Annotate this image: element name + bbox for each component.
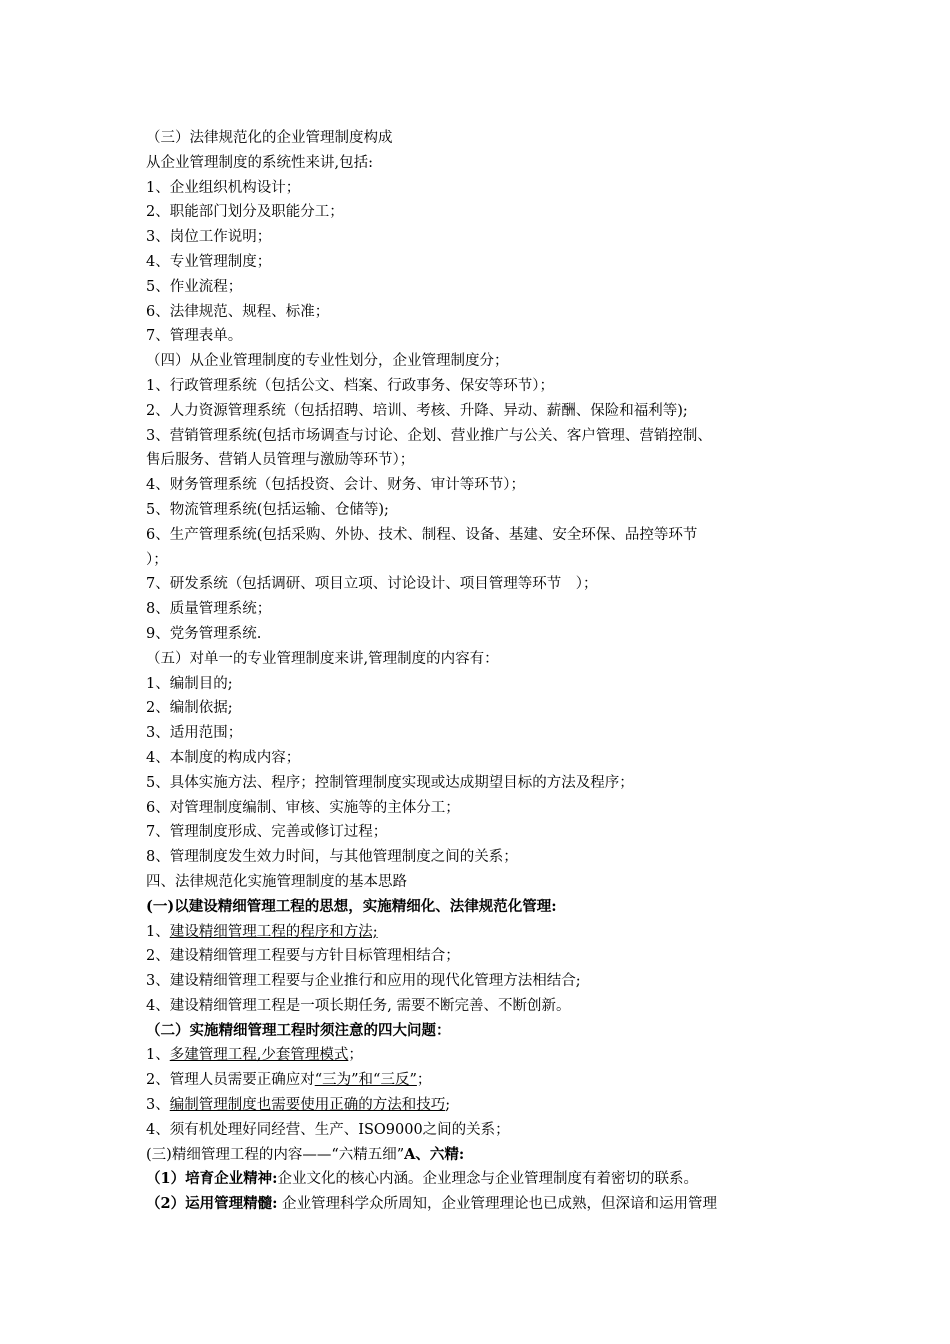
paragraph — [146, 151, 826, 176]
paragraph — [146, 1167, 826, 1192]
bold-subheading — [146, 1019, 826, 1044]
list-item — [146, 399, 826, 424]
underlined-text: 多建管理工程,少套管理模式 — [169, 1047, 349, 1064]
list-item — [146, 672, 826, 697]
text: 1、行政管理系统（包括公文、档案、行政事务、保安等环节）； — [146, 377, 554, 394]
list-item — [146, 597, 826, 622]
text: ; — [445, 1097, 451, 1114]
text: 四、法律规范化实施管理制度的基本思路 — [146, 873, 407, 890]
text: (一)以建设精细管理工程的思想，实施精细化、法律规范化管理: — [146, 897, 557, 915]
text: 3、适用范围； — [146, 725, 243, 742]
list-item — [146, 796, 826, 821]
list-item — [146, 1043, 826, 1068]
list-item-continuation — [146, 448, 826, 473]
text: 4、须有机处理好同经营、生产、ISO9000之间的关系； — [146, 1121, 510, 1138]
list-item — [146, 1093, 826, 1118]
text: ； — [348, 1047, 363, 1064]
text: 3、 — [146, 1097, 170, 1114]
text: 企业管理科学众所周知，企业管理理论也已成熟，但深谙和运用管理 — [277, 1196, 718, 1213]
list-item — [146, 721, 826, 746]
list-item — [146, 324, 826, 349]
text: 4、本制度的构成内容； — [146, 749, 301, 766]
list-item — [146, 944, 826, 969]
text: 售后服务、营销人员管理与激励等环节）； — [146, 452, 415, 469]
section-heading-3 — [146, 126, 826, 151]
list-item — [146, 572, 826, 597]
text: 5、作业流程； — [146, 278, 243, 295]
list-item — [146, 820, 826, 845]
text: 6、对管理制度编制、审核、实施等的主体分工； — [146, 799, 460, 816]
list-item — [146, 275, 826, 300]
text: 7、管理制度形成、完善或修订过程； — [146, 824, 388, 841]
list-item — [146, 374, 826, 399]
list-item — [146, 746, 826, 771]
underlined-text: “三为”和“三反” — [314, 1072, 417, 1089]
text: 从企业管理制度的系统性来讲,包括: — [146, 154, 373, 171]
list-item — [146, 250, 826, 275]
text: （四）从企业管理制度的专业性划分，企业管理制度分； — [146, 353, 509, 370]
text: 5、具体实施方法、程序；控制管理制度实现或达成期望目标的方法及程序； — [146, 774, 634, 791]
text: 9、党务管理系统. — [146, 625, 262, 642]
underlined-text: 编制管理制度也需要使用正确的方法和技巧 — [169, 1097, 446, 1114]
text: （二）实施精细管理工程时须注意的四大问题： — [146, 1021, 451, 1039]
text: 6、生产管理系统(包括采购、外协、技术、制程、设备、基建、安全环保、品控等环节 — [146, 526, 698, 543]
list-item — [146, 523, 826, 548]
section-heading-5 — [146, 647, 826, 672]
list-item — [146, 969, 826, 994]
text: 4、专业管理制度； — [146, 253, 272, 270]
paragraph — [146, 1192, 826, 1217]
text: 8、质量管理系统； — [146, 601, 272, 618]
text: （三）法律规范化的企业管理制度构成 — [146, 130, 393, 146]
text: （五）对单一的专业管理制度来讲,管理制度的内容有： — [146, 650, 499, 667]
text: 2、人力资源管理系统（包括招聘、培训、考核、升降、异动、薪酬、保险和福利等); — [146, 402, 688, 419]
paragraph — [146, 1143, 826, 1168]
list-item — [146, 300, 826, 325]
list-item — [146, 1068, 826, 1093]
text: 4、财务管理系统（包括投资、会计、财务、审计等环节）； — [146, 477, 525, 494]
document-body — [146, 126, 826, 1217]
text: 企业文化的核心内涵。企业理念与企业管理制度有着密切的联系。 — [277, 1171, 698, 1188]
list-item — [146, 771, 826, 796]
text: 3、营销管理系统(包括市场调查与讨论、企划、营业推广与公关、客户管理、营销控制、 — [146, 427, 712, 444]
text: 7、管理表单。 — [146, 328, 243, 345]
bold-text: （2）运用管理精髓: — [146, 1195, 278, 1213]
text: 4、建设精细管理工程是一项长期任务, 需要不断完善、不断创新。 — [146, 997, 571, 1014]
list-item — [146, 473, 826, 498]
text: 8、管理制度发生效力时间，与其他管理制度之间的关系； — [146, 849, 518, 866]
bold-text: A、六精: — [404, 1145, 465, 1163]
bold-subheading — [146, 895, 826, 920]
text: 2、职能部门划分及职能分工； — [146, 204, 344, 221]
bold-text: （1）培育企业精神: — [146, 1170, 278, 1188]
text: 1、企业组织机构设计； — [146, 179, 301, 196]
list-item — [146, 225, 826, 250]
list-item — [146, 845, 826, 870]
text: 3、岗位工作说明； — [146, 229, 272, 246]
text: 2、建设精细管理工程要与方针目标管理相结合； — [146, 948, 460, 965]
text: 2、管理人员需要正确应对 — [146, 1072, 315, 1089]
underlined-text: 建设精细管理工程的程序和方法; — [169, 923, 378, 940]
list-item-continuation — [146, 548, 826, 573]
list-item — [146, 498, 826, 523]
text: ； — [416, 1072, 432, 1089]
text: 6、法律规范、规程、标准； — [146, 303, 330, 320]
text: ）； — [146, 551, 168, 568]
list-item — [146, 176, 826, 201]
text: 2、编制依据; — [146, 700, 233, 717]
list-item — [146, 1118, 826, 1143]
list-item — [146, 622, 826, 647]
text: 1、 — [146, 923, 170, 940]
section-heading-4 — [146, 349, 826, 374]
text: 5、物流管理系统(包括运输、仓储等); — [146, 501, 389, 518]
list-item — [146, 994, 826, 1019]
text: 1、编制目的; — [146, 675, 233, 692]
chapter-heading — [146, 870, 826, 895]
text: (三)精细管理工程的内容——“六精五细” — [146, 1146, 405, 1163]
list-item — [146, 200, 826, 225]
text: 7、研发系统（包括调研、项目立项、讨论设计、项目管理等环节 ）； — [146, 576, 598, 593]
text: 3、建设精细管理工程要与企业推行和应用的现代化管理方法相结合; — [146, 973, 581, 990]
list-item — [146, 696, 826, 721]
text: 1、 — [146, 1047, 170, 1064]
list-item — [146, 920, 826, 945]
list-item — [146, 424, 826, 449]
